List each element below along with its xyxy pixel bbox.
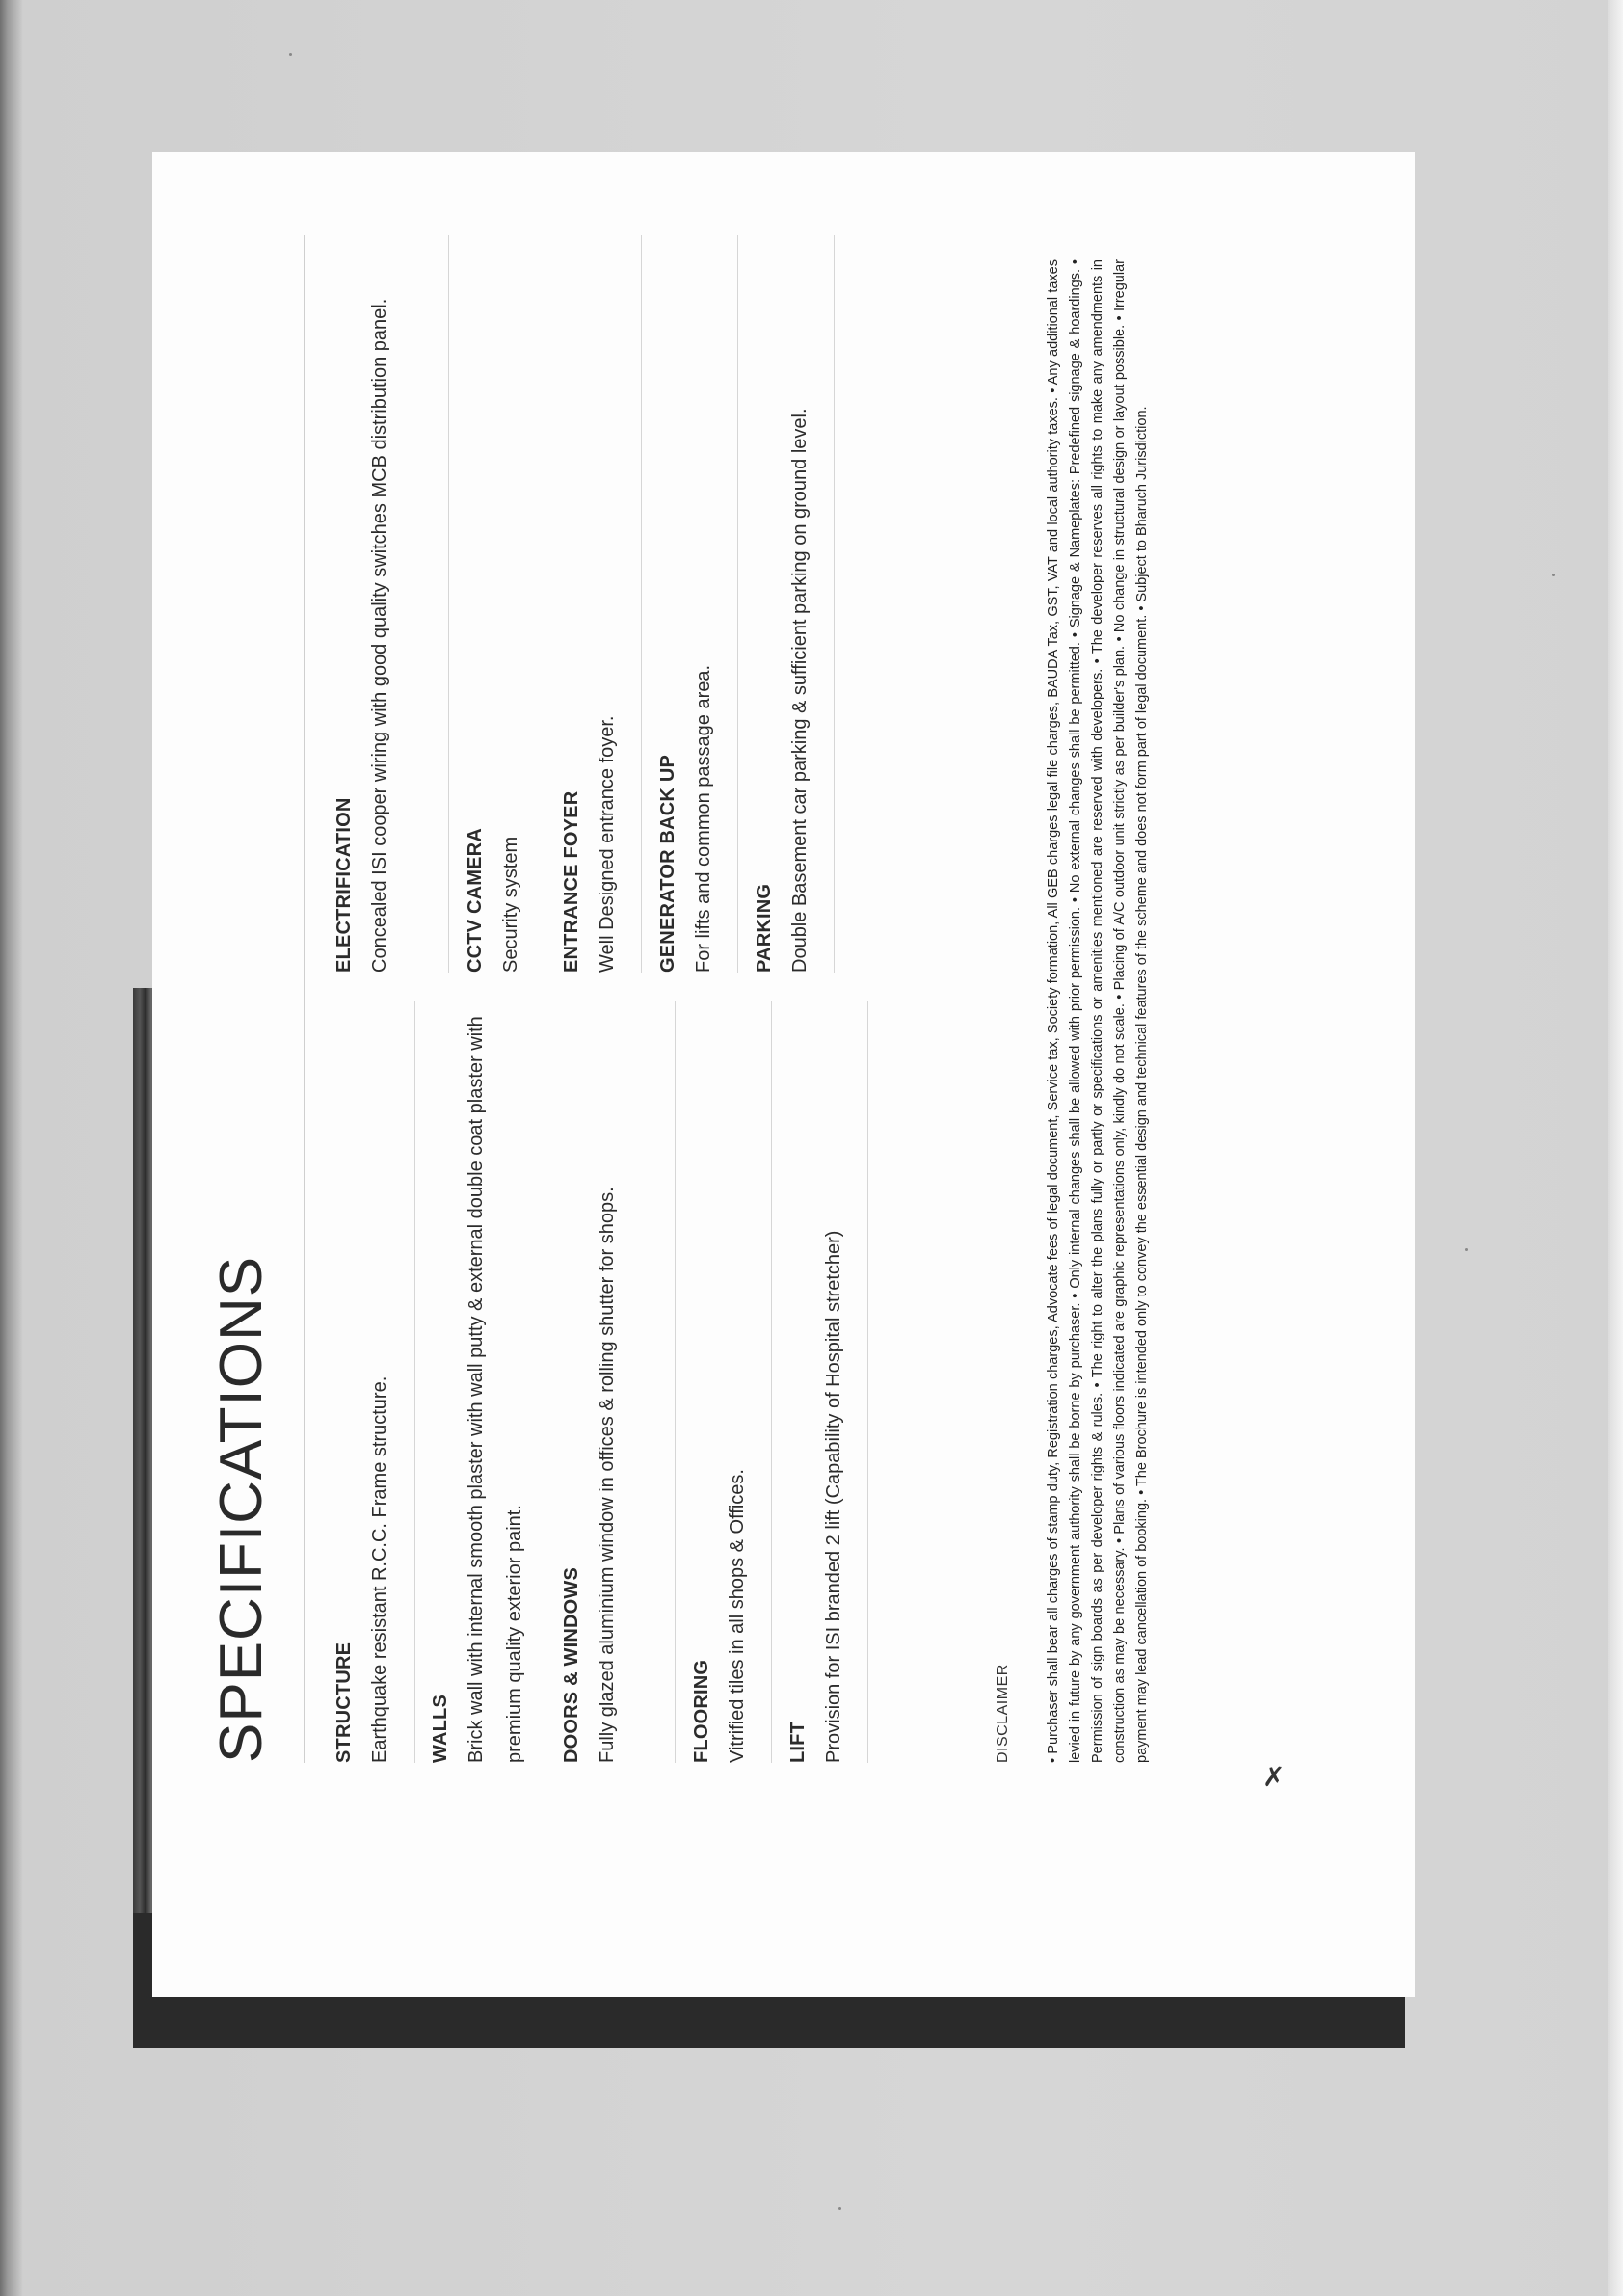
spec-divider: [771, 1001, 772, 1763]
spec-divider: [675, 1001, 676, 1763]
handwritten-tick-mark-icon: ✗: [1263, 1761, 1286, 1793]
specifications-sheet: [208, 197, 1349, 1797]
spec-lift: [785, 992, 853, 1763]
spec-heading: STRUCTURE: [333, 1642, 355, 1763]
spec-text: Brick wall with internal smooth plaster with wall putty & external double coat plaster with premium quality exterior paint.: [466, 1016, 525, 1763]
spec-text: Well Designed entrance foyer.: [597, 715, 618, 973]
spec-heading: DOORS & WINDOWS: [561, 1567, 582, 1763]
spec-text: Security system: [500, 836, 521, 973]
spec-parking: [752, 221, 819, 973]
scan-speck: [1552, 574, 1555, 576]
scan-speck: [289, 53, 292, 56]
spec-heading: ELECTRIFICATION: [333, 797, 355, 973]
spec-divider: [414, 1001, 415, 1763]
spec-heading: WALLS: [430, 1695, 451, 1763]
spec-heading: CCTV CAMERA: [465, 828, 486, 973]
spec-text: Fully glazed aluminium window in offices & rolling shutter for shops.: [597, 1187, 618, 1763]
spec-heading: ENTRANCE FOYER: [561, 790, 582, 973]
spec-text: Double Basement car parking & sufficient parking on ground level.: [789, 408, 811, 973]
spec-divider: [867, 1001, 868, 1763]
spec-divider: [448, 235, 449, 973]
disclaimer-text: • Purchaser shall bear all charges of stamp duty, Registration charges, Advocate fees of legal document, Service tax, Society formation, All GEB charges legal file charges, BAUDA Tax, GST, VAT and local authority taxes. • Any additional taxes levied in future by any government authority shall be borne by purchaser. • Only internal changes shall be allowed with prior permission. • No external changes shall be permitted. • Signage & Nameplates: Predefined signage & hoardings. • Permission of sign boards as per developer rights & rules. • The right to alter the plans fully or partly or specifications or amenities mentioned are reserved with developers. • The developer reserves all rights to make any amendments in construction as may be necessary. • Plans of various floors indicated are graphic representations only, kindly do not scale. • Placing of A/C outdoor unit strictly as per builder's plan. • No change in structural design or layout possible. • Irregular payment may lead cancellation of booking. • The Brochure is intended only to convey the essential design and technical features of the scheme and does not form part of legal document. • Subject to Bharuch Jurisdiction.: [1046, 259, 1150, 1763]
spec-doors-windows: [559, 1050, 626, 1763]
scan-speck: [838, 2207, 841, 2210]
spec-structure: [332, 992, 399, 1763]
spec-text: Vitrified tiles in all shops & Offices.: [727, 1469, 748, 1763]
scan-edge: [1608, 0, 1623, 2296]
page-title: SPECIFICATIONS: [208, 1255, 275, 1763]
disclaimer-heading: DISCLAIMER: [995, 1664, 1011, 1763]
scan-speck: [1465, 1248, 1468, 1251]
spec-entrance-foyer: [559, 221, 626, 973]
spec-generator-back-up: [655, 221, 723, 973]
spec-text: Earthquake resistant R.C.C. Frame structure.: [369, 1375, 390, 1763]
spec-heading: FLOORING: [691, 1659, 712, 1763]
spec-divider: [737, 235, 738, 973]
spec-divider: [834, 235, 835, 973]
spec-text: Concealed ISI cooper wiring with good quality switches MCB distribution panel.: [369, 298, 390, 973]
spec-heading: LIFT: [787, 1721, 809, 1763]
spec-heading: PARKING: [754, 883, 775, 973]
spec-flooring: [689, 992, 757, 1763]
title-divider: [304, 235, 305, 1763]
spec-heading: GENERATOR BACK UP: [657, 754, 678, 973]
spec-walls: [428, 1011, 534, 1763]
spec-electrification: [332, 221, 399, 973]
spec-text: For lifts and common passage area.: [693, 664, 714, 973]
spec-text: Provision for ISI branded 2 lift (Capability of Hospital stretcher): [823, 1230, 844, 1763]
spec-cctv-camera: [463, 221, 530, 973]
spec-divider: [641, 235, 642, 973]
